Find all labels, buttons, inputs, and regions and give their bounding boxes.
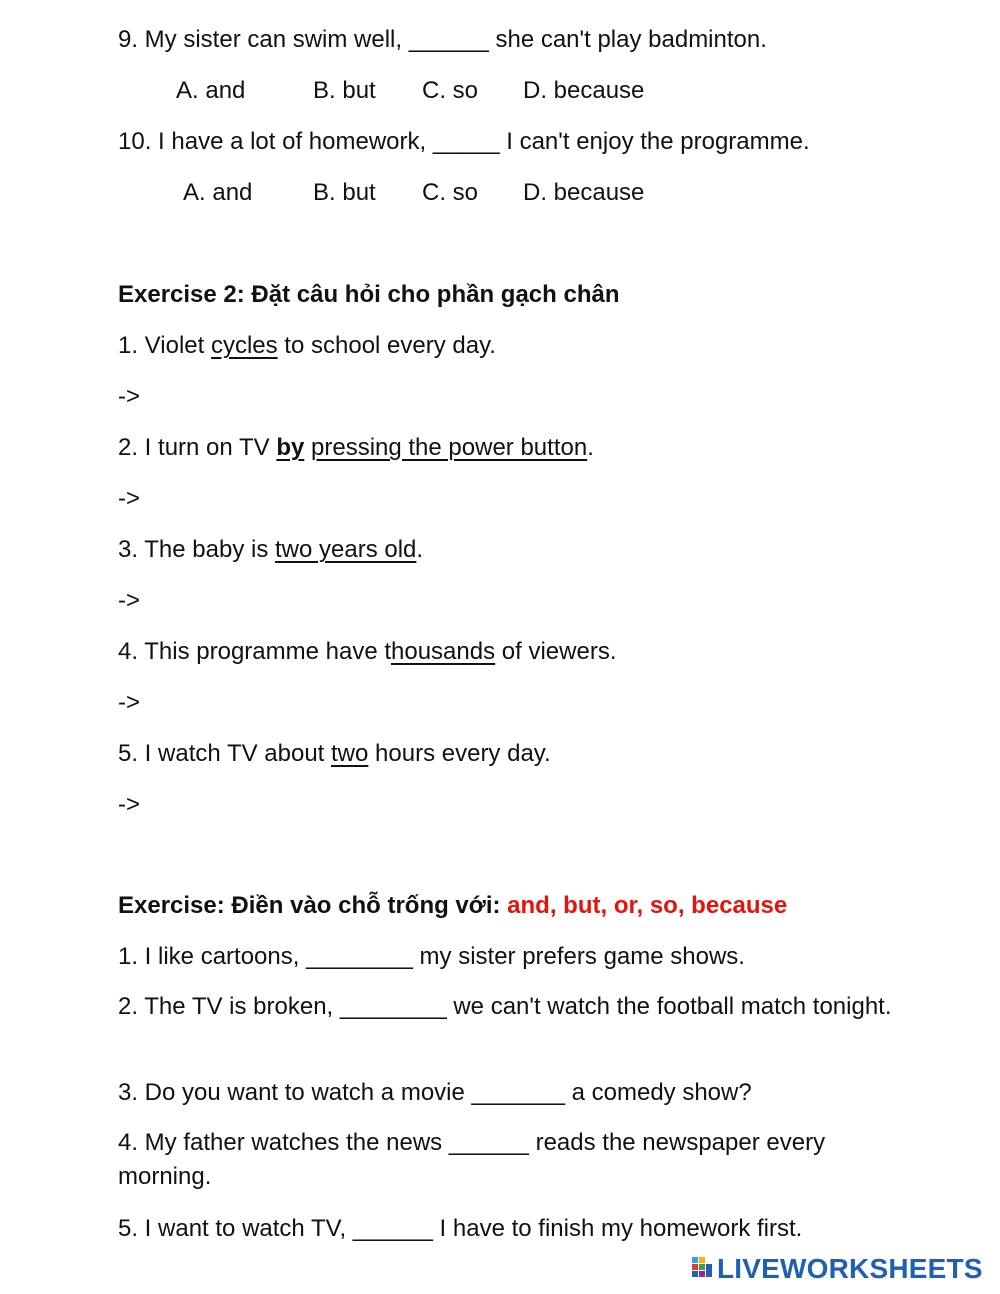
question-10-prompt: 10. I have a lot of homework, _____ I can't enjoy the programme. [118,128,810,155]
answer-arrow-3[interactable]: -> [118,587,141,614]
option-d[interactable]: D. because [523,179,645,206]
answer-arrow-2[interactable]: -> [118,485,141,512]
question-10-options [183,179,645,207]
question-9-options [176,77,645,105]
exercise-3-item-4: 4. My father watches the news ______ reads the newspaper every morning. [118,1129,826,1190]
liveworksheets-logo[interactable] [692,1252,983,1286]
exercise-3-item-1: 1. I like cartoons, ________ my sister prefers game shows. [118,943,745,970]
option-a[interactable]: A. and [183,179,253,206]
option-d[interactable]: D. because [523,77,645,104]
exercise-2-item-3: 3. The baby is two years old. [118,536,424,563]
exercise-3-item-3: 3. Do you want to watch a movie _______ a comedy show? [118,1079,752,1106]
question-9-prompt: 9. My sister can swim well, ______ she can't play badminton. [118,26,767,53]
option-a[interactable]: A. and [176,77,246,104]
exercise-3-item-2: 2. The TV is broken, ________ we can't watch the football match tonight. [118,993,892,1020]
exercise-2-item-5: 5. I watch TV about two hours every day. [118,740,551,767]
exercise-2-item-2: 2. I turn on TV by pressing the power button. [118,434,594,461]
option-b[interactable]: B. but [313,77,376,104]
liveworksheets-logo-icon [692,1257,714,1281]
option-b[interactable]: B. but [313,179,376,206]
answer-arrow-1[interactable]: -> [118,383,141,410]
exercise-2-item-4: 4. This programme have thousands of viewers. [118,638,617,665]
liveworksheets-logo-text: LIVEWORKSHEETS [717,1253,983,1284]
exercise-2-item-1: 1. Violet cycles to school every day. [118,332,496,359]
option-c[interactable]: C. so [422,77,479,104]
exercise-3-item-5: 5. I want to watch TV, ______ I have to finish my homework first. [118,1215,803,1242]
option-c[interactable]: C. so [422,179,479,206]
exercise-3-heading: Exercise: Điền vào chỗ trống với: and, but, or, so, because [118,892,788,919]
conjunction-list: and, but, or, so, because [507,892,788,919]
answer-arrow-5[interactable]: -> [118,791,141,818]
answer-arrow-4[interactable]: -> [118,689,141,716]
exercise-2-heading: Exercise 2: Đặt câu hỏi cho phần gạch chân [118,281,620,308]
